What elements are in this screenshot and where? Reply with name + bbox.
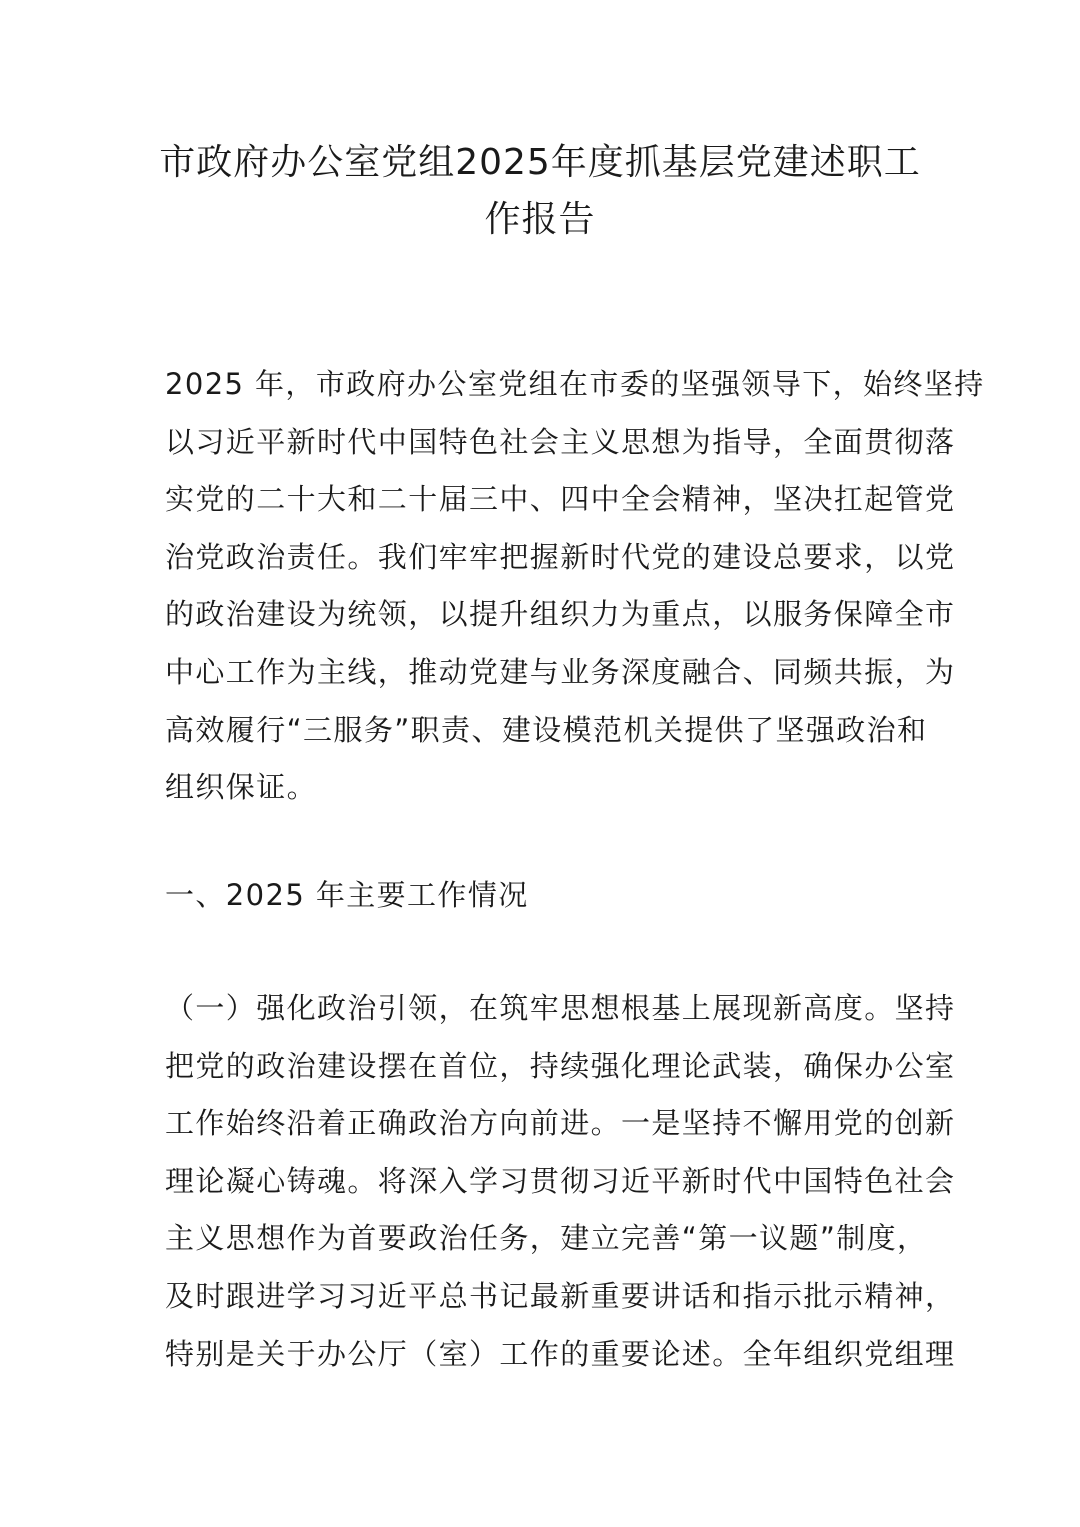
section-heading	[165, 867, 925, 925]
subsection-line: （一）强化政治引领，在筑牢思想根基上展现新高度。坚持	[165, 991, 956, 1025]
document-title	[140, 134, 940, 248]
intro-line: 治党政治责任。我们牢牢把握新时代党的建设总要求，以党	[165, 539, 956, 574]
title-line-2: 作报告	[484, 199, 596, 240]
subsection-paragraph	[165, 980, 956, 1383]
intro-line: 实党的二十大和二十届三中、四中全会精神，坚决扛起管党	[165, 482, 956, 517]
section-heading-text: 一、2025 年主要工作情况	[165, 878, 529, 912]
subsection-line: 理论凝心铸魂。将深入学习贯彻习近平新时代中国特色社会	[165, 1163, 956, 1198]
subsection-line: 把党的政治建设摆在首位，持续强化理论武装，确保办公室	[165, 1048, 956, 1083]
subsection-line: 及时跟进学习习近平总书记最新重要讲话和指示批示精神，	[165, 1278, 956, 1313]
subsection-line: 特别是关于办公厅（室）工作的重要论述。全年组织党组理	[165, 1336, 956, 1371]
subsection-line: 主义思想作为首要政治任务，建立完善“第一议题”制度，	[165, 1221, 928, 1256]
intro-line: 组织保证。	[165, 770, 318, 805]
intro-line: 中心工作为主线，推动党建与业务深度融合、同频共振，为	[165, 654, 956, 689]
intro-paragraph	[165, 356, 985, 817]
title-line-1: 市政府办公室党组2025年度抓基层党建述职工	[159, 142, 921, 183]
intro-line: 的政治建设为统领，以提升组织力为重点，以服务保障全市	[165, 597, 956, 632]
subsection-line: 工作始终沿着正确政治方向前进。一是坚持不懈用党的创新	[165, 1106, 956, 1141]
intro-line: 高效履行“三服务”职责、建设模范机关提供了坚强政治和	[165, 712, 928, 747]
intro-line: 以习近平新时代中国特色社会主义思想为指导，全面贯彻落	[165, 424, 956, 459]
intro-line: 2025 年，市政府办公室党组在市委的坚强领导下，始终坚持	[165, 367, 985, 401]
